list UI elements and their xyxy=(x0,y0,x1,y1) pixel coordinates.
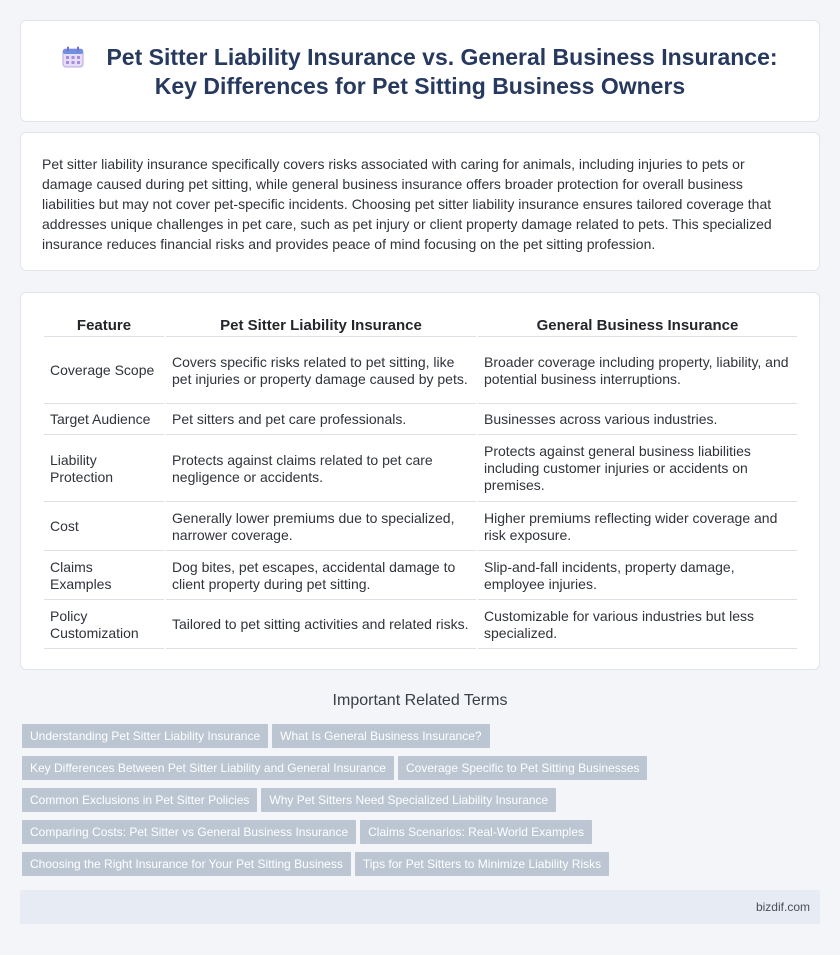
intro-paragraph: Pet sitter liability insurance specifically covers risks associated with caring for animals, including injuries to pets or damage caused during pet sitting, while general business insurance offers broader protection for overall business liabilities but may not cover pet-specific incidents. Choosing pet sitter liability insurance ensures tailored coverage that addresses unique challenges in pet care, such as pet injury or client property damage related to pets. This specialized insurance reduces financial risks and provides peace of mind focusing on the pet sitting profession. xyxy=(42,156,772,252)
related-term-link[interactable]: Comparing Costs: Pet Sitter vs General Business Insurance xyxy=(22,820,356,844)
table-header-row xyxy=(44,315,797,337)
related-term-link[interactable]: Common Exclusions in Pet Sitter Policies xyxy=(22,788,257,812)
table-row xyxy=(44,600,797,649)
general-business-cell: Businesses across various industries. xyxy=(478,404,797,435)
feature-cell: Liability Protection xyxy=(44,435,164,502)
intro-card xyxy=(20,132,820,271)
calendar-icon xyxy=(62,46,84,68)
header-pet-sitter: Pet Sitter Liability Insurance xyxy=(166,315,476,337)
related-term-link[interactable]: Key Differences Between Pet Sitter Liability and General Insurance xyxy=(22,756,394,780)
feature-cell: Claims Examples xyxy=(44,551,164,600)
comparison-table xyxy=(42,315,799,649)
pet-sitter-cell: Tailored to pet sitting activities and related risks. xyxy=(166,600,476,649)
pet-sitter-cell: Protects against claims related to pet care negligence or accidents. xyxy=(166,435,476,502)
related-term-link[interactable]: Claims Scenarios: Real-World Examples xyxy=(360,820,592,844)
table-row xyxy=(44,502,797,551)
table-row xyxy=(44,435,797,502)
related-term-link[interactable]: Understanding Pet Sitter Liability Insurance xyxy=(22,724,268,748)
header-general-business: General Business Insurance xyxy=(478,315,797,337)
table-row xyxy=(44,551,797,600)
pet-sitter-cell: Dog bites, pet escapes, accidental damage to client property during pet sitting. xyxy=(166,551,476,600)
footer-brand[interactable]: bizdif.com xyxy=(755,900,810,914)
general-business-cell: Protects against general business liabilities including customer injuries or accidents on premises. xyxy=(478,435,797,502)
pet-sitter-cell: Pet sitters and pet care professionals. xyxy=(166,404,476,435)
comparison-card xyxy=(20,292,820,670)
related-term-link[interactable]: Tips for Pet Sitters to Minimize Liability Risks xyxy=(355,852,609,876)
general-business-cell: Higher premiums reflecting wider coverage and risk exposure. xyxy=(478,502,797,551)
related-term-link[interactable]: What Is General Business Insurance? xyxy=(272,724,489,748)
related-terms-list xyxy=(22,724,812,884)
general-business-cell: Broader coverage including property, liability, and potential business interruptions. xyxy=(478,337,797,404)
table-row xyxy=(44,337,797,404)
general-business-cell: Slip-and-fall incidents, property damage, employee injuries. xyxy=(478,551,797,600)
header-feature: Feature xyxy=(44,315,164,337)
title-card xyxy=(20,20,820,122)
related-term-link[interactable]: Why Pet Sitters Need Specialized Liability Insurance xyxy=(261,788,556,812)
feature-cell: Target Audience xyxy=(44,404,164,435)
pet-sitter-cell: Covers specific risks related to pet sitting, like pet injuries or property damage caused by pets. xyxy=(166,337,476,404)
page-title xyxy=(61,43,779,101)
related-terms-title: Important Related Terms xyxy=(332,692,508,709)
general-business-cell: Customizable for various industries but less specialized. xyxy=(478,600,797,649)
feature-cell: Coverage Scope xyxy=(44,337,164,404)
page-title-text: Pet Sitter Liability Insurance vs. General Business Insurance: Key Differences for Pet Sitting Business Owners xyxy=(106,44,778,99)
feature-cell: Policy Customization xyxy=(44,600,164,649)
pet-sitter-cell: Generally lower premiums due to specialized, narrower coverage. xyxy=(166,502,476,551)
related-term-link[interactable]: Choosing the Right Insurance for Your Pet Sitting Business xyxy=(22,852,351,876)
feature-cell: Cost xyxy=(44,502,164,551)
footer xyxy=(20,890,820,924)
related-term-link[interactable]: Coverage Specific to Pet Sitting Businesses xyxy=(398,756,647,780)
table-row xyxy=(44,404,797,435)
